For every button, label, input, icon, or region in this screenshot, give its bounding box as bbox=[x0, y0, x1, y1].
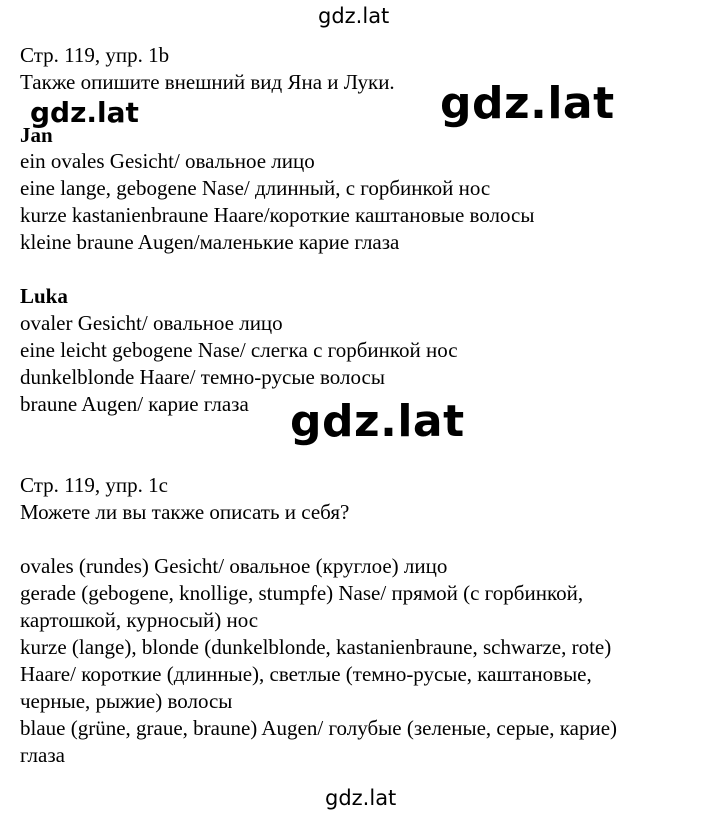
watermark-right: gdz.lat bbox=[440, 78, 615, 129]
watermark-middle: gdz.lat bbox=[290, 396, 465, 447]
jan-line-4: kleine braune Augen/маленькие карие глаза bbox=[20, 230, 400, 254]
jan-line-2: eine lange, gebogene Nase/ длинный, с горбинкой нос bbox=[20, 176, 491, 200]
luka-heading: Luka bbox=[20, 284, 68, 308]
section2-line-7: blaue (grüne, graue, braune) Augen/ голубые (зеленые, серые, карие) bbox=[20, 716, 618, 740]
jan-line-3: kurze kastanienbraune Haare/короткие каштановые волосы bbox=[20, 203, 535, 227]
section2-line-3: картошкой, курносый) нос bbox=[20, 608, 259, 632]
watermark-left: gdz.lat bbox=[30, 96, 139, 129]
watermark-bottom: gdz.lat bbox=[325, 786, 397, 810]
section2-line-4: kurze (lange), blonde (dunkelblonde, kastanienbraune, schwarze, rote) bbox=[20, 635, 612, 659]
section2-task: Можете ли вы также описать и себя? bbox=[20, 500, 350, 524]
luka-line-1: ovaler Gesicht/ овальное лицо bbox=[20, 311, 283, 335]
jan-heading: Jan bbox=[20, 123, 53, 147]
section2-line-1: ovales (rundes) Gesicht/ овальное (круглое) лицо bbox=[20, 554, 448, 578]
section1-task: Также опишите внешний вид Яна и Луки. bbox=[20, 70, 395, 94]
section2-line-5: Haare/ короткие (длинные), светлые (темно-русые, каштановые, bbox=[20, 662, 592, 686]
section2-header: Стр. 119, упр. 1c bbox=[20, 473, 168, 497]
jan-line-1: ein ovales Gesicht/ овальное лицо bbox=[20, 149, 315, 173]
section2-line-2: gerade (gebogene, knollige, stumpfe) Nase/ прямой (с горбинкой, bbox=[20, 581, 584, 605]
section1-header: Стр. 119, упр. 1b bbox=[20, 43, 170, 67]
watermark-top: gdz.lat bbox=[318, 4, 390, 28]
section2-line-8: глаза bbox=[20, 743, 65, 767]
luka-line-3: dunkelblonde Haare/ темно-русые волосы bbox=[20, 365, 385, 389]
luka-line-2: eine leicht gebogene Nase/ слегка с горбинкой нос bbox=[20, 338, 458, 362]
section2-line-6: черные, рыжие) волосы bbox=[20, 689, 233, 713]
luka-line-4: braune Augen/ карие глаза bbox=[20, 392, 249, 416]
